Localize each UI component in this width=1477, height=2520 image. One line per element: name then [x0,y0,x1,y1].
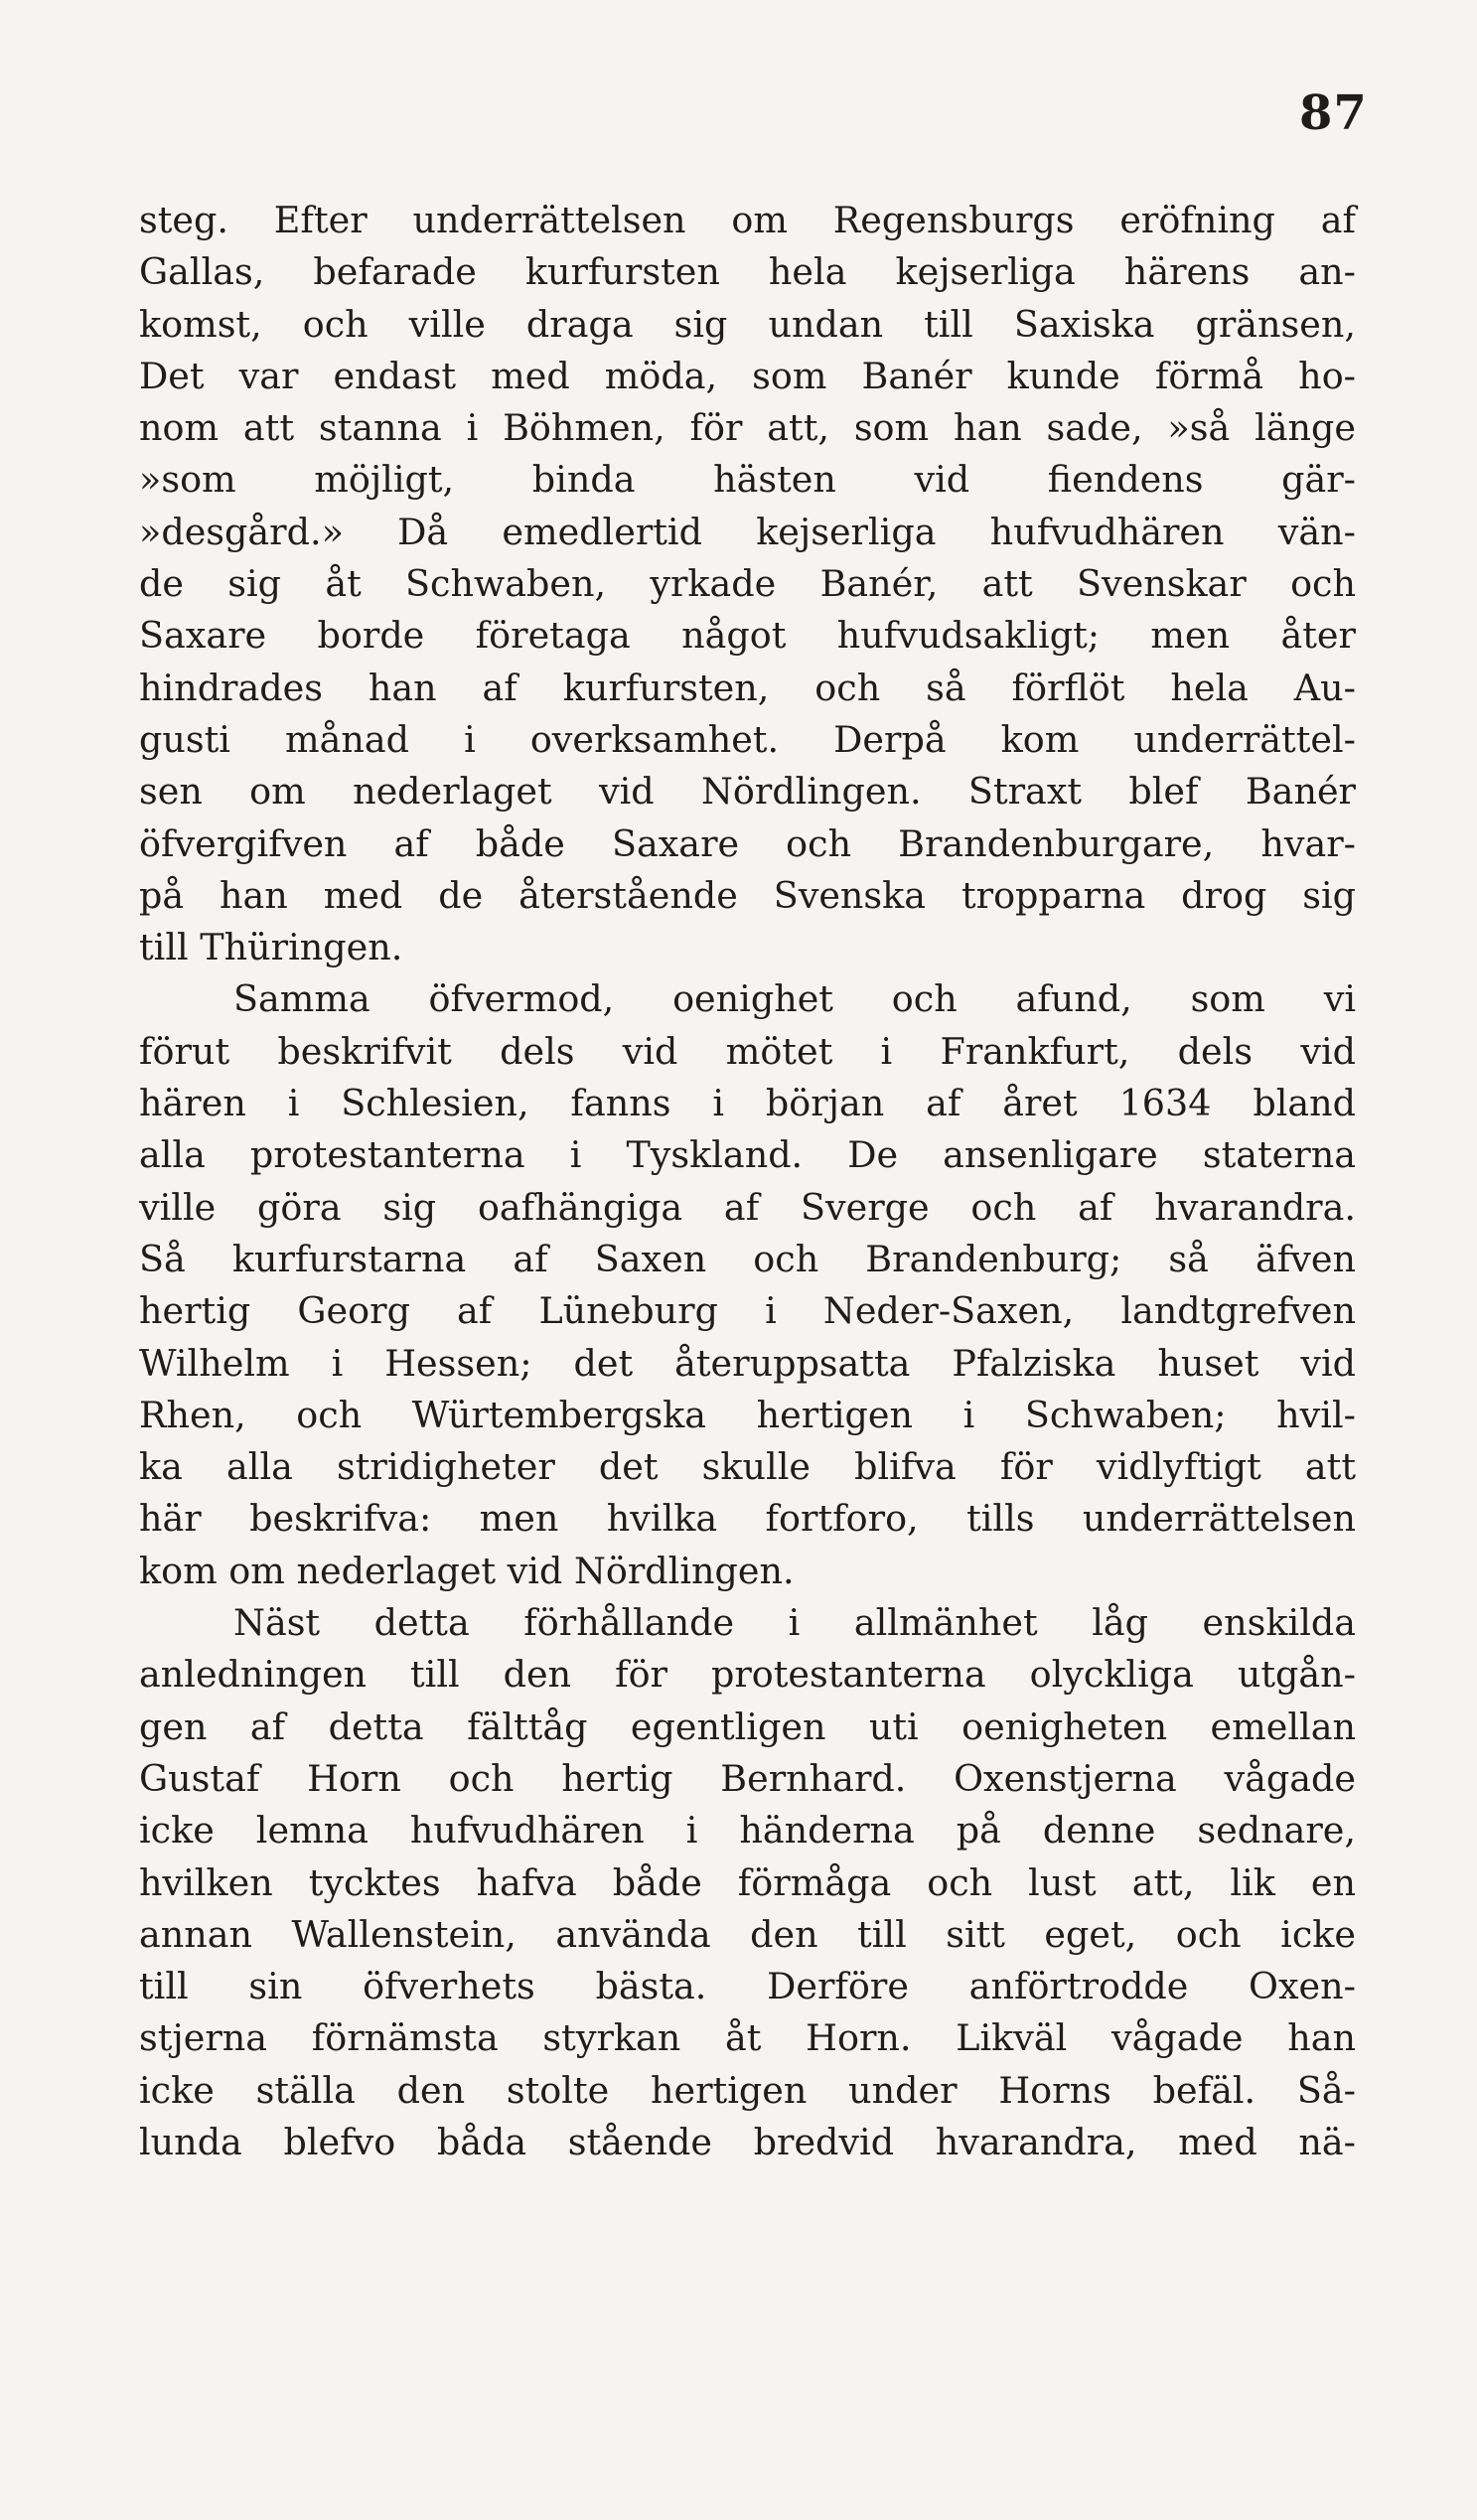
text-line: här beskrifva: men hvilka fortforo, tills underrättelsen [139,1497,1356,1541]
text-line: Saxare borde företaga något hufvudsakligt; men åter [139,614,1356,658]
text-line: annan Wallenstein, använda den till sitt eget, och icke [139,1912,1356,1956]
text-line: steg. Efter underrättelsen om Regensburgs eröfning af [139,199,1356,241]
text-line: hindrades han af kurfursten, och så förflöt hela Au- [139,666,1356,709]
text-line: anledningen till den för protestanterna olyckliga utgån- [139,1653,1356,1697]
text-line: Samma öfvermod, oenighet och afund, som vi [233,977,1356,1021]
text-line: öfvergifven af både Saxare och Brandenburgare, hvar- [139,821,1356,865]
text-line: på han med de återstående Svenska tropparna drog sig [139,873,1356,917]
text-line: förut beskrifvit dels vid mötet i Frankfurt, dels vid [139,1029,1356,1073]
text-line: icke lemna hufvudhären i händerna på denne sednare, [139,1809,1356,1853]
text-line: kom om nederlaget vid Nördlingen. [139,1549,795,1592]
text-line: hertig Georg af Lüneburg i Neder-Saxen, landtgrefven [139,1289,1356,1333]
text-line: ka alla stridigheter det skulle blifva för vidlyftigt att [139,1445,1356,1489]
text-line: till Thüringen. [139,926,403,969]
text-line: hvilken tycktes hafva både förmåga och lust att, lik en [139,1860,1356,1904]
text-line: stjerna förnämsta styrkan åt Horn. Likväl vågade han [139,2016,1356,2060]
text-line: till sin öfverhets bästa. Derföre anförtrodde Oxen- [139,1965,1356,2008]
text-line: lunda blefvo båda stående bredvid hvarandra, med nä- [139,2120,1356,2163]
page-number: 87 [1299,85,1368,141]
text-line: icke ställa den stolte hertigen under Horns befäl. Så- [139,2068,1356,2112]
text-line: de sig åt Schwaben, yrkade Banér, att Svenskar och [139,562,1356,606]
text-line: Så kurfurstarna af Saxen och Brandenburg; så äfven [139,1237,1356,1280]
text-line: Näst detta förhållande i allmänhet låg enskilda [233,1601,1356,1645]
text-line: Wilhelm i Hessen; det återuppsatta Pfalziska huset vid [139,1341,1356,1385]
text-line: sen om nederlaget vid Nördlingen. Straxt blef Banér [139,770,1356,814]
text-line: komst, och ville draga sig undan till Saxiska gränsen, [139,302,1356,346]
text-line: »som möjligt, binda hästen vid fiendens gär- [139,458,1356,502]
text-line: Gustaf Horn och hertig Bernhard. Oxenstjerna vågade [139,1756,1356,1800]
text-line: alla protestanterna i Tyskland. De ansenligare staterna [139,1133,1356,1177]
text-line: Rhen, och Würtembergska hertigen i Schwaben; hvil- [139,1393,1356,1436]
text-line: nom att stanna i Böhmen, för att, som han sade, »så länge [139,406,1356,450]
body-text [139,195,1356,2168]
text-line: gusti månad i overksamhet. Derpå kom underrättel- [139,717,1356,761]
text-line: »desgård.» Då emedlertid kejserliga hufvudhären vän- [139,510,1356,553]
text-line: Gallas, befarade kurfursten hela kejserliga härens an- [139,250,1356,294]
text-line: gen af detta fälttåg egentligen uti oenigheten emellan [139,1705,1356,1748]
text-line: ville göra sig oafhängiga af Sverge och af hvarandra. [139,1185,1356,1229]
text-line: Det var endast med möda, som Banér kunde förmå ho- [139,354,1356,397]
text-line: hären i Schlesien, fanns i början af året 1634 bland [139,1082,1356,1125]
